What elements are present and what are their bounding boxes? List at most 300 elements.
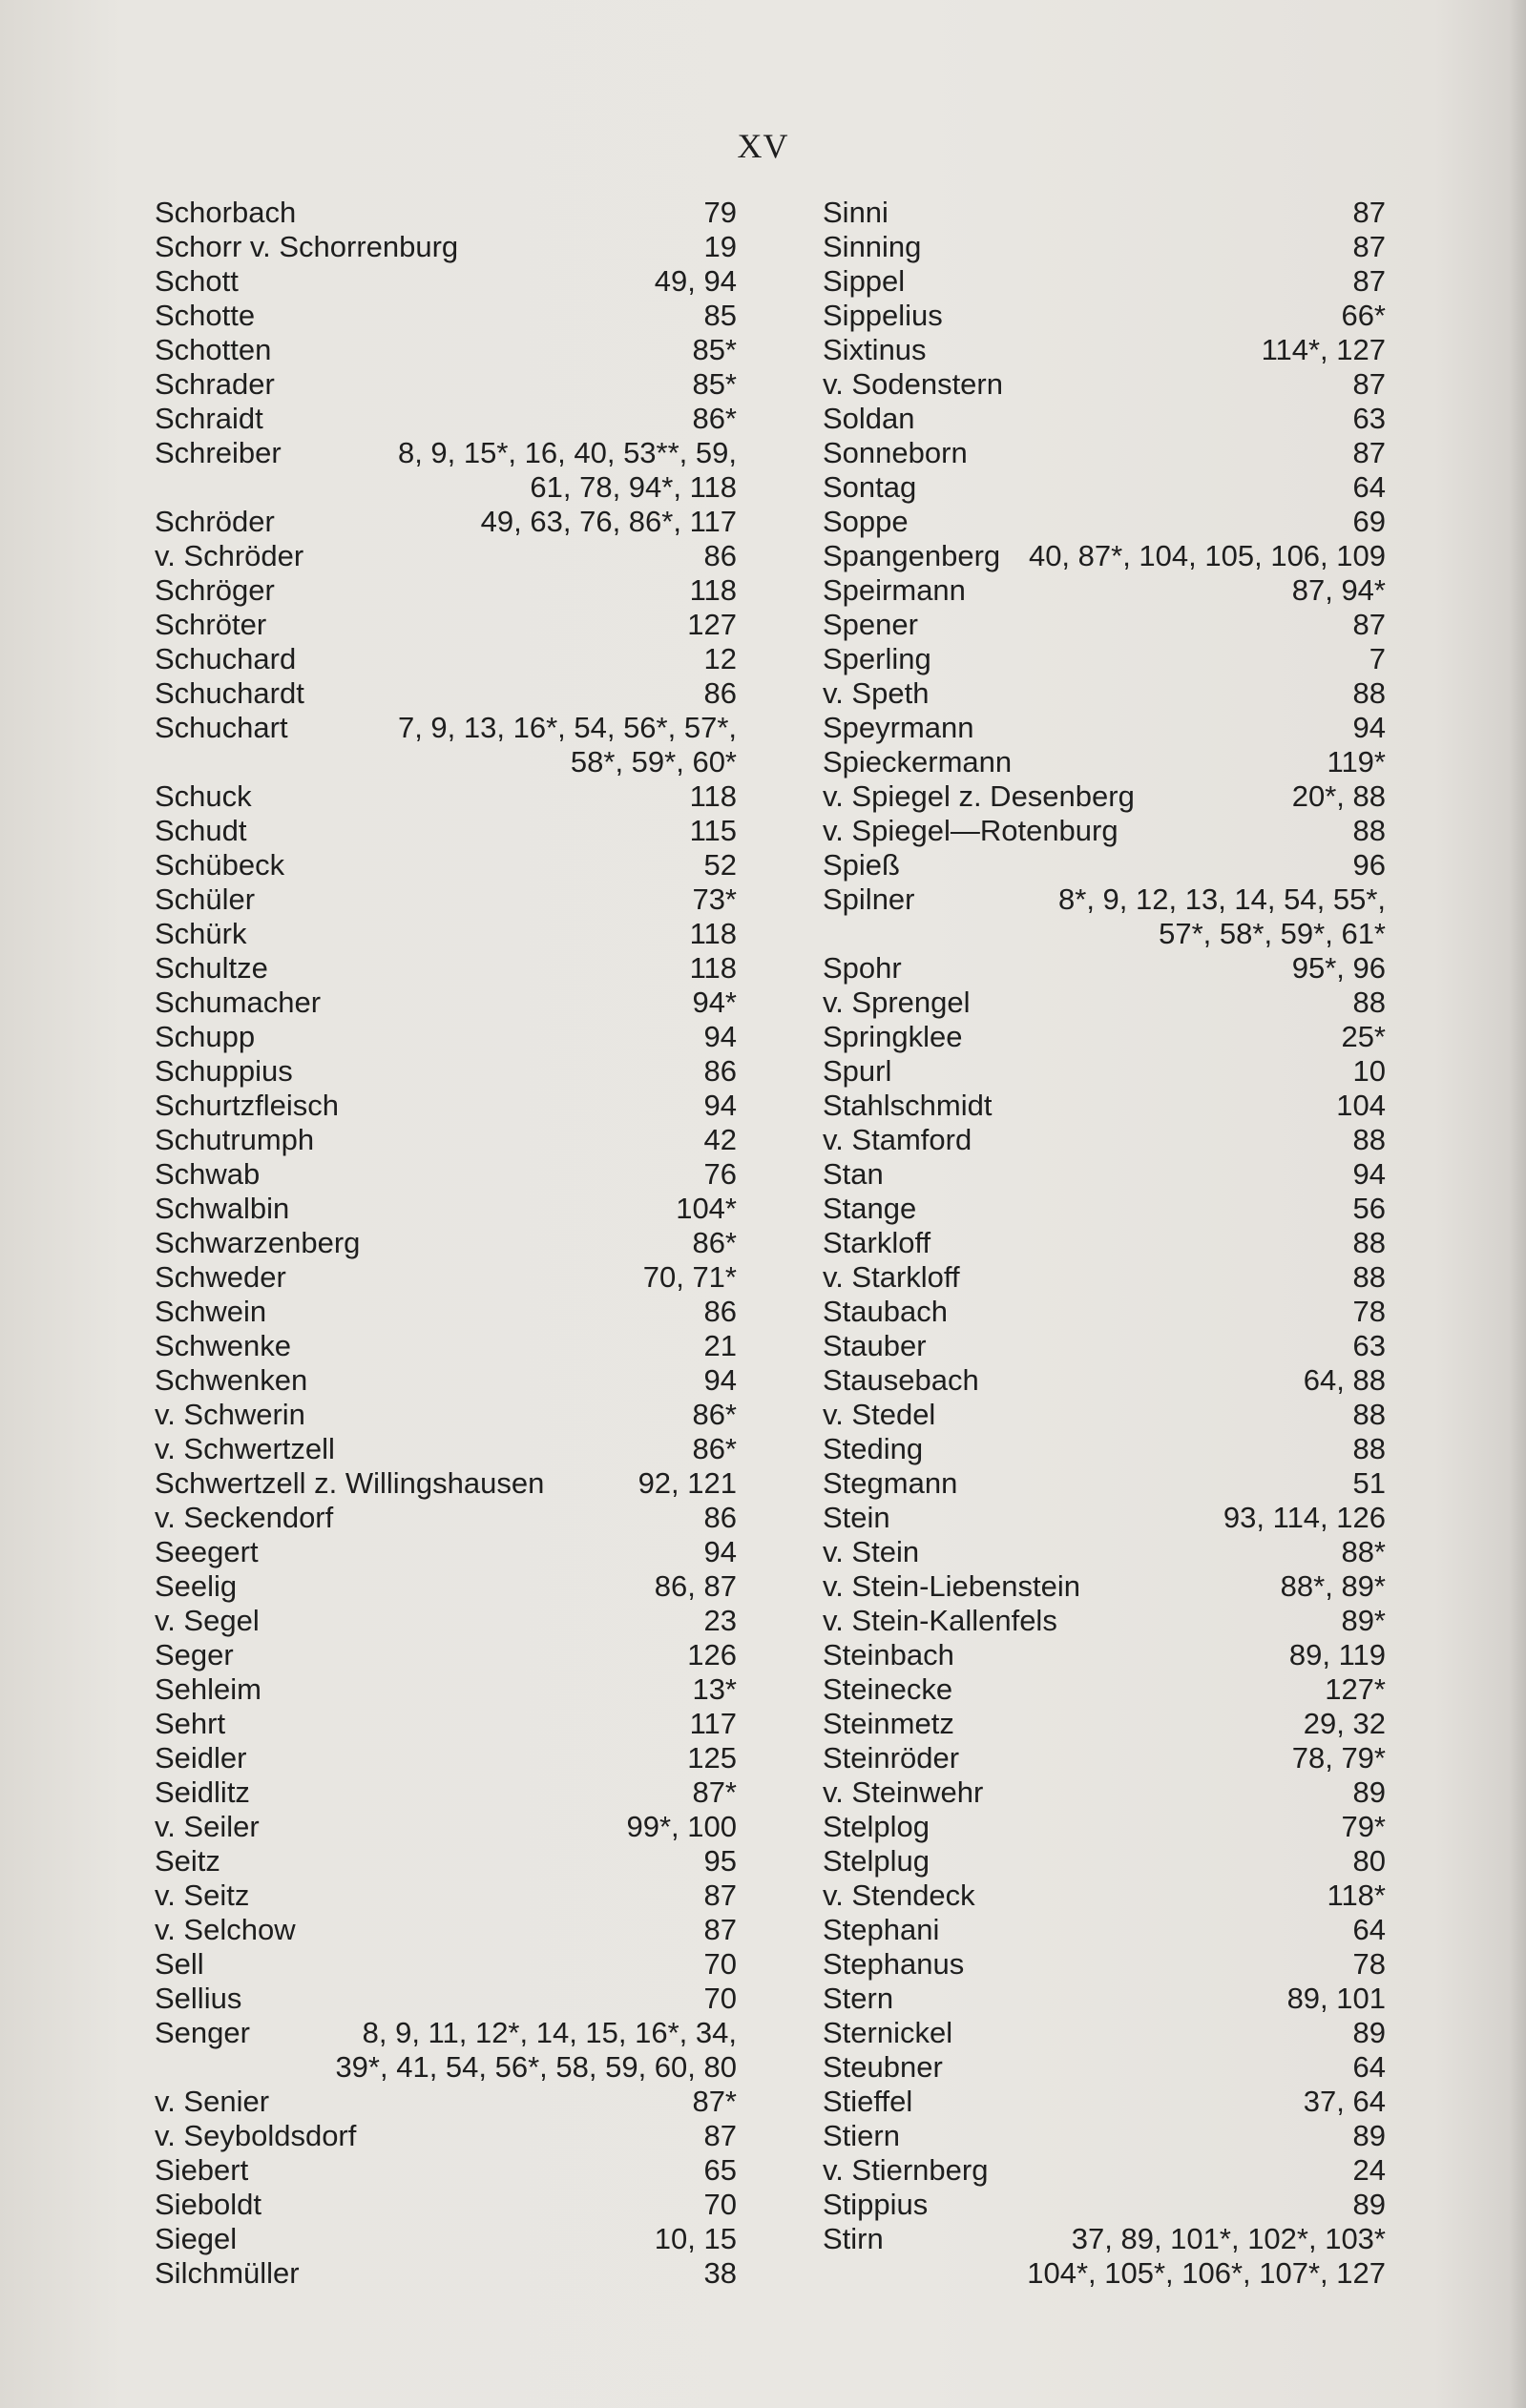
index-entry-row xyxy=(155,1398,737,1432)
index-entry xyxy=(823,196,1386,230)
index-entry xyxy=(823,951,1386,986)
entry-name: Spilner xyxy=(823,882,915,916)
index-entry xyxy=(823,2119,1386,2153)
entry-name: v. Stein xyxy=(823,1535,920,1568)
entry-name: Steinröder xyxy=(823,1741,960,1775)
index-entry xyxy=(823,848,1386,882)
index-entry xyxy=(155,1260,737,1295)
index-entry xyxy=(823,1947,1386,1982)
index-entry-row xyxy=(823,814,1386,848)
entry-name: v. Sprengel xyxy=(823,986,971,1019)
index-entry xyxy=(155,1432,737,1466)
index-entry xyxy=(155,1810,737,1844)
entry-name: Schumacher xyxy=(155,986,322,1019)
entry-pages: 20*, 88 xyxy=(1291,779,1386,813)
entry-name: Schuppius xyxy=(155,1054,293,1088)
index-entry-row xyxy=(823,1501,1386,1535)
entry-name: Schwenke xyxy=(155,1329,292,1362)
index-entry xyxy=(823,2222,1386,2291)
entry-pages: 88 xyxy=(1352,1226,1386,1259)
index-entry xyxy=(823,402,1386,436)
entry-name: Schraidt xyxy=(155,402,263,435)
entry-pages: 78 xyxy=(1352,1295,1386,1328)
entry-pages: 85* xyxy=(692,367,737,401)
index-entry xyxy=(155,1741,737,1775)
entry-name: Starkloff xyxy=(823,1226,931,1259)
index-entry xyxy=(823,573,1386,608)
index-entry-row xyxy=(155,1123,737,1157)
index-entry xyxy=(155,1398,737,1432)
index-entry-row xyxy=(155,333,737,367)
entry-pages: 10 xyxy=(1352,1054,1386,1088)
index-entry-row xyxy=(823,230,1386,264)
index-entry-row xyxy=(823,1192,1386,1226)
entry-name: Schuchardt xyxy=(155,676,304,710)
entry-pages: 88 xyxy=(1352,676,1386,710)
entry-name: v. Schwerin xyxy=(155,1398,305,1431)
index-entry xyxy=(823,1501,1386,1535)
entry-name: Schwalbin xyxy=(155,1192,290,1225)
index-entry-row xyxy=(155,2016,737,2050)
entry-pages: 63 xyxy=(1352,1329,1386,1362)
entry-name: Stegmann xyxy=(823,1466,958,1500)
entry-pages: 7, 9, 13, 16*, 54, 56*, 57*, xyxy=(397,711,737,744)
entry-name: Stern xyxy=(823,1982,894,2015)
entry-name: Schorr v. Schorrenburg xyxy=(155,230,459,263)
entry-name: Schwarzenberg xyxy=(155,1226,361,1259)
index-entry-row xyxy=(823,2119,1386,2153)
entry-name: Sehrt xyxy=(155,1707,226,1740)
entry-pages: 79* xyxy=(1341,1810,1386,1843)
index-entry xyxy=(155,1672,737,1707)
index-entry-row xyxy=(155,1192,737,1226)
index-entry xyxy=(155,1089,737,1123)
entry-pages: 29, 32 xyxy=(1303,1707,1386,1740)
entry-name: Seegert xyxy=(155,1535,259,1568)
entry-pages: 87 xyxy=(1352,436,1386,469)
index-entry-row xyxy=(823,2188,1386,2222)
entry-name: Sieboldt xyxy=(155,2188,262,2221)
index-entry-row xyxy=(155,1363,737,1398)
entry-name: Steinecke xyxy=(823,1672,953,1706)
index-entry-row xyxy=(823,1363,1386,1398)
index-entry-row xyxy=(155,1020,737,1054)
entry-pages: 118 xyxy=(689,951,737,985)
index-entry xyxy=(155,2153,737,2188)
entry-pages: 95*, 96 xyxy=(1291,951,1386,985)
entry-name: v. Steinwehr xyxy=(823,1775,984,1809)
index-entry-row xyxy=(823,402,1386,436)
index-entry xyxy=(823,2016,1386,2050)
index-entry xyxy=(823,1089,1386,1123)
index-entry xyxy=(155,1604,737,1638)
index-entry-row xyxy=(155,814,737,848)
entry-name: Sehleim xyxy=(155,1672,261,1706)
entry-pages: 126 xyxy=(687,1638,737,1671)
entry-name: Schudt xyxy=(155,814,247,847)
entry-name: Springklee xyxy=(823,1020,963,1053)
index-entry xyxy=(823,1295,1386,1329)
index-entry xyxy=(823,299,1386,333)
index-entry-row xyxy=(823,1810,1386,1844)
entry-pages: 119* xyxy=(1327,745,1386,778)
index-entry-row xyxy=(823,1398,1386,1432)
entry-name: v. Seckendorf xyxy=(155,1501,334,1534)
entry-name: Schupp xyxy=(155,1020,256,1053)
index-entry-row xyxy=(155,436,737,470)
index-entry-row xyxy=(823,1982,1386,2016)
entry-name: Schröger xyxy=(155,573,275,607)
index-entry xyxy=(823,1432,1386,1466)
index-entry-row xyxy=(823,436,1386,470)
entry-name: Schotten xyxy=(155,333,272,366)
index-entry xyxy=(155,1982,737,2016)
entry-pages-continued: 61, 78, 94*, 118 xyxy=(530,470,737,504)
entry-name: Schultze xyxy=(155,951,268,985)
entry-pages-continued: 58*, 59*, 60* xyxy=(570,745,737,778)
entry-pages: 70 xyxy=(703,2188,737,2221)
entry-pages: 87 xyxy=(1352,264,1386,298)
entry-name: Speyrmann xyxy=(823,711,974,744)
entry-pages: 87, 94* xyxy=(1291,573,1386,607)
entry-name: Schotte xyxy=(155,299,256,332)
entry-name: Schwein xyxy=(155,1295,267,1328)
entry-name: v. Selchow xyxy=(155,1913,296,1946)
index-entry xyxy=(155,848,737,882)
index-entry xyxy=(823,1741,1386,1775)
index-entry xyxy=(155,1020,737,1054)
entry-name: Stelplog xyxy=(823,1810,930,1843)
index-entry-row xyxy=(823,2153,1386,2188)
index-entry xyxy=(155,1192,737,1226)
entry-pages: 70 xyxy=(703,1982,737,2015)
entry-name: Stephani xyxy=(823,1913,940,1946)
entry-pages: 104* xyxy=(676,1192,737,1225)
entry-pages: 51 xyxy=(1352,1466,1386,1500)
entry-pages: 87* xyxy=(692,1775,737,1809)
entry-name: Schröter xyxy=(155,608,267,641)
entry-name: Speirmann xyxy=(823,573,966,607)
entry-pages: 92, 121 xyxy=(638,1466,737,1500)
index-entry-row xyxy=(155,1260,737,1295)
entry-pages-continued: 104*, 105*, 106*, 107*, 127 xyxy=(1027,2256,1386,2290)
entry-pages: 115 xyxy=(689,814,737,847)
index-entry xyxy=(155,1947,737,1982)
index-entry xyxy=(155,505,737,539)
index-entry-row xyxy=(155,1879,737,1913)
index-entry xyxy=(823,1054,1386,1089)
entry-name: v. Schwertzell xyxy=(155,1432,335,1465)
entry-pages: 49, 94 xyxy=(654,264,737,298)
index-entry-row xyxy=(823,1913,1386,1947)
entry-name: Spieß xyxy=(823,848,900,882)
index-entry-row xyxy=(823,2222,1386,2256)
entry-name: Seidler xyxy=(155,1741,247,1775)
entry-name: Schorbach xyxy=(155,196,297,229)
entry-pages-continued: 39*, 41, 54, 56*, 58, 59, 60, 80 xyxy=(335,2050,737,2084)
entry-name: v. Speth xyxy=(823,676,930,710)
index-entry xyxy=(823,1363,1386,1398)
index-entry xyxy=(823,1157,1386,1192)
entry-pages: 86 xyxy=(703,1501,737,1534)
entry-name: Schrader xyxy=(155,367,275,401)
entry-name: Seger xyxy=(155,1638,234,1671)
entry-pages: 104 xyxy=(1336,1089,1386,1122)
index-entry-row xyxy=(155,1569,737,1604)
entry-name: Stephanus xyxy=(823,1947,965,1981)
index-entry xyxy=(823,1329,1386,1363)
entry-pages: 89 xyxy=(1352,1775,1386,1809)
index-entry-row xyxy=(823,367,1386,402)
index-entry xyxy=(155,1707,737,1741)
index-entry xyxy=(155,1226,737,1260)
index-entry xyxy=(155,1123,737,1157)
index-entry-row xyxy=(823,196,1386,230)
entry-pages: 87 xyxy=(703,2119,737,2152)
entry-name: Schübeck xyxy=(155,848,285,882)
entry-name: Schutrumph xyxy=(155,1123,315,1156)
entry-pages: 94 xyxy=(703,1363,737,1397)
entry-pages: 86 xyxy=(703,539,737,572)
index-entry-row xyxy=(155,1638,737,1672)
index-entry xyxy=(155,642,737,676)
entry-name: Sontag xyxy=(823,470,917,504)
index-entry xyxy=(823,2050,1386,2085)
entry-pages: 86* xyxy=(692,1226,737,1259)
index-entry-row xyxy=(155,505,737,539)
index-entry xyxy=(155,1501,737,1535)
index-entry-row xyxy=(823,1089,1386,1123)
index-entry xyxy=(155,402,737,436)
entry-name: Schweder xyxy=(155,1260,286,1294)
entry-pages: 99*, 100 xyxy=(626,1810,737,1843)
index-entry xyxy=(155,1157,737,1192)
index-entry-row xyxy=(155,1982,737,2016)
index-entry-row xyxy=(823,1123,1386,1157)
entry-name: Schüler xyxy=(155,882,256,916)
entry-name: Seidlitz xyxy=(155,1775,250,1809)
entry-name: Stirn xyxy=(823,2222,884,2255)
index-entry xyxy=(155,2085,737,2119)
index-entry-row xyxy=(155,2153,737,2188)
entry-name: Stieffel xyxy=(823,2085,913,2118)
entry-name: v. Seyboldsdorf xyxy=(155,2119,357,2152)
index-entry-row xyxy=(155,299,737,333)
entry-pages: 87 xyxy=(703,1913,737,1946)
index-entry xyxy=(823,1879,1386,1913)
entry-pages: 88 xyxy=(1352,1123,1386,1156)
index-entry-row xyxy=(155,1947,737,1982)
entry-pages: 8*, 9, 12, 13, 14, 54, 55*, xyxy=(1058,882,1386,916)
entry-name: Sippelius xyxy=(823,299,943,332)
index-entry-row xyxy=(155,367,737,402)
index-entry xyxy=(823,1020,1386,1054)
entry-pages: 125 xyxy=(687,1741,737,1775)
entry-pages: 94 xyxy=(703,1089,737,1122)
index-entry-row xyxy=(823,1295,1386,1329)
index-entry-row xyxy=(155,230,737,264)
index-entry xyxy=(155,367,737,402)
entry-pages: 64, 88 xyxy=(1303,1363,1386,1397)
index-entry-row xyxy=(823,1226,1386,1260)
entry-pages: 87 xyxy=(1352,367,1386,401)
entry-pages: 10, 15 xyxy=(654,2222,737,2255)
entry-pages: 127 xyxy=(687,608,737,641)
index-entry xyxy=(823,986,1386,1020)
entry-pages: 78 xyxy=(1352,1947,1386,1981)
entry-name: Sonneborn xyxy=(823,436,968,469)
index-entry-row xyxy=(823,1775,1386,1810)
entry-pages: 89 xyxy=(1352,2188,1386,2221)
entry-pages: 118 xyxy=(689,917,737,950)
entry-pages: 93, 114, 126 xyxy=(1223,1501,1386,1534)
index-entry-row xyxy=(155,2119,737,2153)
index-entry-row xyxy=(823,1054,1386,1089)
index-entry-row xyxy=(155,1432,737,1466)
entry-name: Steinbach xyxy=(823,1638,954,1671)
index-entry xyxy=(155,264,737,299)
index-entry xyxy=(155,1913,737,1947)
index-entry xyxy=(823,1982,1386,2016)
entry-name: v. Starkloff xyxy=(823,1260,960,1294)
entry-pages: 23 xyxy=(703,1604,737,1637)
index-entry-row xyxy=(823,951,1386,986)
entry-pages: 87* xyxy=(692,2085,737,2118)
entry-pages: 37, 64 xyxy=(1303,2085,1386,2118)
entry-name: Siebert xyxy=(155,2153,249,2187)
index-entry-row xyxy=(155,1054,737,1089)
entry-pages: 87 xyxy=(1352,230,1386,263)
entry-name: Seelig xyxy=(155,1569,238,1603)
index-entry xyxy=(823,1260,1386,1295)
index-entry xyxy=(823,505,1386,539)
entry-pages: 95 xyxy=(703,1844,737,1878)
index-entry xyxy=(155,539,737,573)
entry-name: v. Segel xyxy=(155,1604,260,1637)
index-entry xyxy=(823,1226,1386,1260)
index-entry-row xyxy=(823,1672,1386,1707)
entry-name: Senger xyxy=(155,2016,250,2049)
entry-pages: 42 xyxy=(703,1123,737,1156)
index-entry xyxy=(823,608,1386,642)
index-entry xyxy=(155,951,737,986)
index-entry-row xyxy=(823,1569,1386,1604)
entry-name: Stahlschmidt xyxy=(823,1089,993,1122)
entry-pages: 70 xyxy=(703,1947,737,1981)
index-entry-row xyxy=(155,2222,737,2256)
index-entry xyxy=(155,2016,737,2085)
index-entry xyxy=(155,1054,737,1089)
entry-name: Steubner xyxy=(823,2050,943,2084)
index-entry-row xyxy=(823,1260,1386,1295)
entry-pages: 76 xyxy=(703,1157,737,1191)
index-entry-row xyxy=(823,264,1386,299)
entry-pages: 88 xyxy=(1352,1260,1386,1294)
index-entry xyxy=(823,1192,1386,1226)
index-entry xyxy=(155,917,737,951)
entry-pages: 87 xyxy=(703,1879,737,1912)
entry-pages: 8, 9, 15*, 16, 40, 53**, 59, xyxy=(397,436,737,469)
index-entry xyxy=(823,539,1386,573)
index-entry xyxy=(155,882,737,917)
index-entry-row xyxy=(823,1157,1386,1192)
entry-name: Stauber xyxy=(823,1329,927,1362)
entry-pages: 94 xyxy=(1352,1157,1386,1191)
index-entry xyxy=(155,1569,737,1604)
index-entry-row xyxy=(823,608,1386,642)
index-entry xyxy=(155,333,737,367)
entry-pages: 89* xyxy=(1341,1604,1386,1637)
entry-name: Schuck xyxy=(155,779,252,813)
index-entry-row xyxy=(823,1844,1386,1879)
entry-pages: 94* xyxy=(692,986,737,1019)
entry-pages: 70, 71* xyxy=(642,1260,737,1294)
index-entry-row xyxy=(155,1501,737,1535)
index-entry-row xyxy=(823,1741,1386,1775)
index-entry-row xyxy=(155,1672,737,1707)
entry-name: Spohr xyxy=(823,951,902,985)
index-entry-row xyxy=(155,676,737,711)
index-entry xyxy=(155,2256,737,2291)
index-entry-row xyxy=(155,1157,737,1192)
entry-pages: 88* xyxy=(1341,1535,1386,1568)
entry-name: Sixtinus xyxy=(823,333,927,366)
entry-pages: 80 xyxy=(1352,1844,1386,1878)
entry-pages: 52 xyxy=(703,848,737,882)
entry-pages: 8, 9, 11, 12*, 14, 15, 16*, 34, xyxy=(362,2016,737,2049)
index-entry-row xyxy=(823,1432,1386,1466)
index-entry xyxy=(823,779,1386,814)
entry-pages: 79 xyxy=(703,196,737,229)
index-entry-row xyxy=(823,882,1386,917)
entry-name: Stelplug xyxy=(823,1844,930,1878)
entry-pages: 94 xyxy=(1352,711,1386,744)
index-entry xyxy=(823,676,1386,711)
index-entry xyxy=(155,1638,737,1672)
index-entry xyxy=(823,1604,1386,1638)
index-entry-row xyxy=(155,573,737,608)
index-entry xyxy=(155,1535,737,1569)
entry-name: v. Seiler xyxy=(155,1810,260,1843)
entry-pages: 127* xyxy=(1325,1672,1386,1706)
entry-name: v. Senier xyxy=(155,2085,270,2118)
index-entry-row xyxy=(823,505,1386,539)
index-entry-row xyxy=(155,1329,737,1363)
entry-pages: 64 xyxy=(1352,1913,1386,1946)
entry-pages: 63 xyxy=(1352,402,1386,435)
entry-pages: 87 xyxy=(1352,608,1386,641)
index-entry-row xyxy=(155,1089,737,1123)
index-entry xyxy=(155,1466,737,1501)
index-entry-row xyxy=(155,402,737,436)
index-entry xyxy=(155,1329,737,1363)
entry-name: Siegel xyxy=(155,2222,238,2255)
entry-pages: 25* xyxy=(1341,1020,1386,1053)
index-entry-row xyxy=(823,573,1386,608)
index-entry-row xyxy=(155,1604,737,1638)
entry-pages: 89, 119 xyxy=(1288,1638,1386,1671)
entry-name: Stange xyxy=(823,1192,917,1225)
index-entry xyxy=(823,2085,1386,2119)
index-entry-row xyxy=(823,1020,1386,1054)
entry-name: Steinmetz xyxy=(823,1707,954,1740)
index-entry xyxy=(823,1123,1386,1157)
entry-pages: 88 xyxy=(1352,986,1386,1019)
index-entry-row xyxy=(823,2050,1386,2085)
index-entry-row xyxy=(155,1226,737,1260)
entry-pages: 73* xyxy=(692,882,737,916)
index-entry xyxy=(155,608,737,642)
